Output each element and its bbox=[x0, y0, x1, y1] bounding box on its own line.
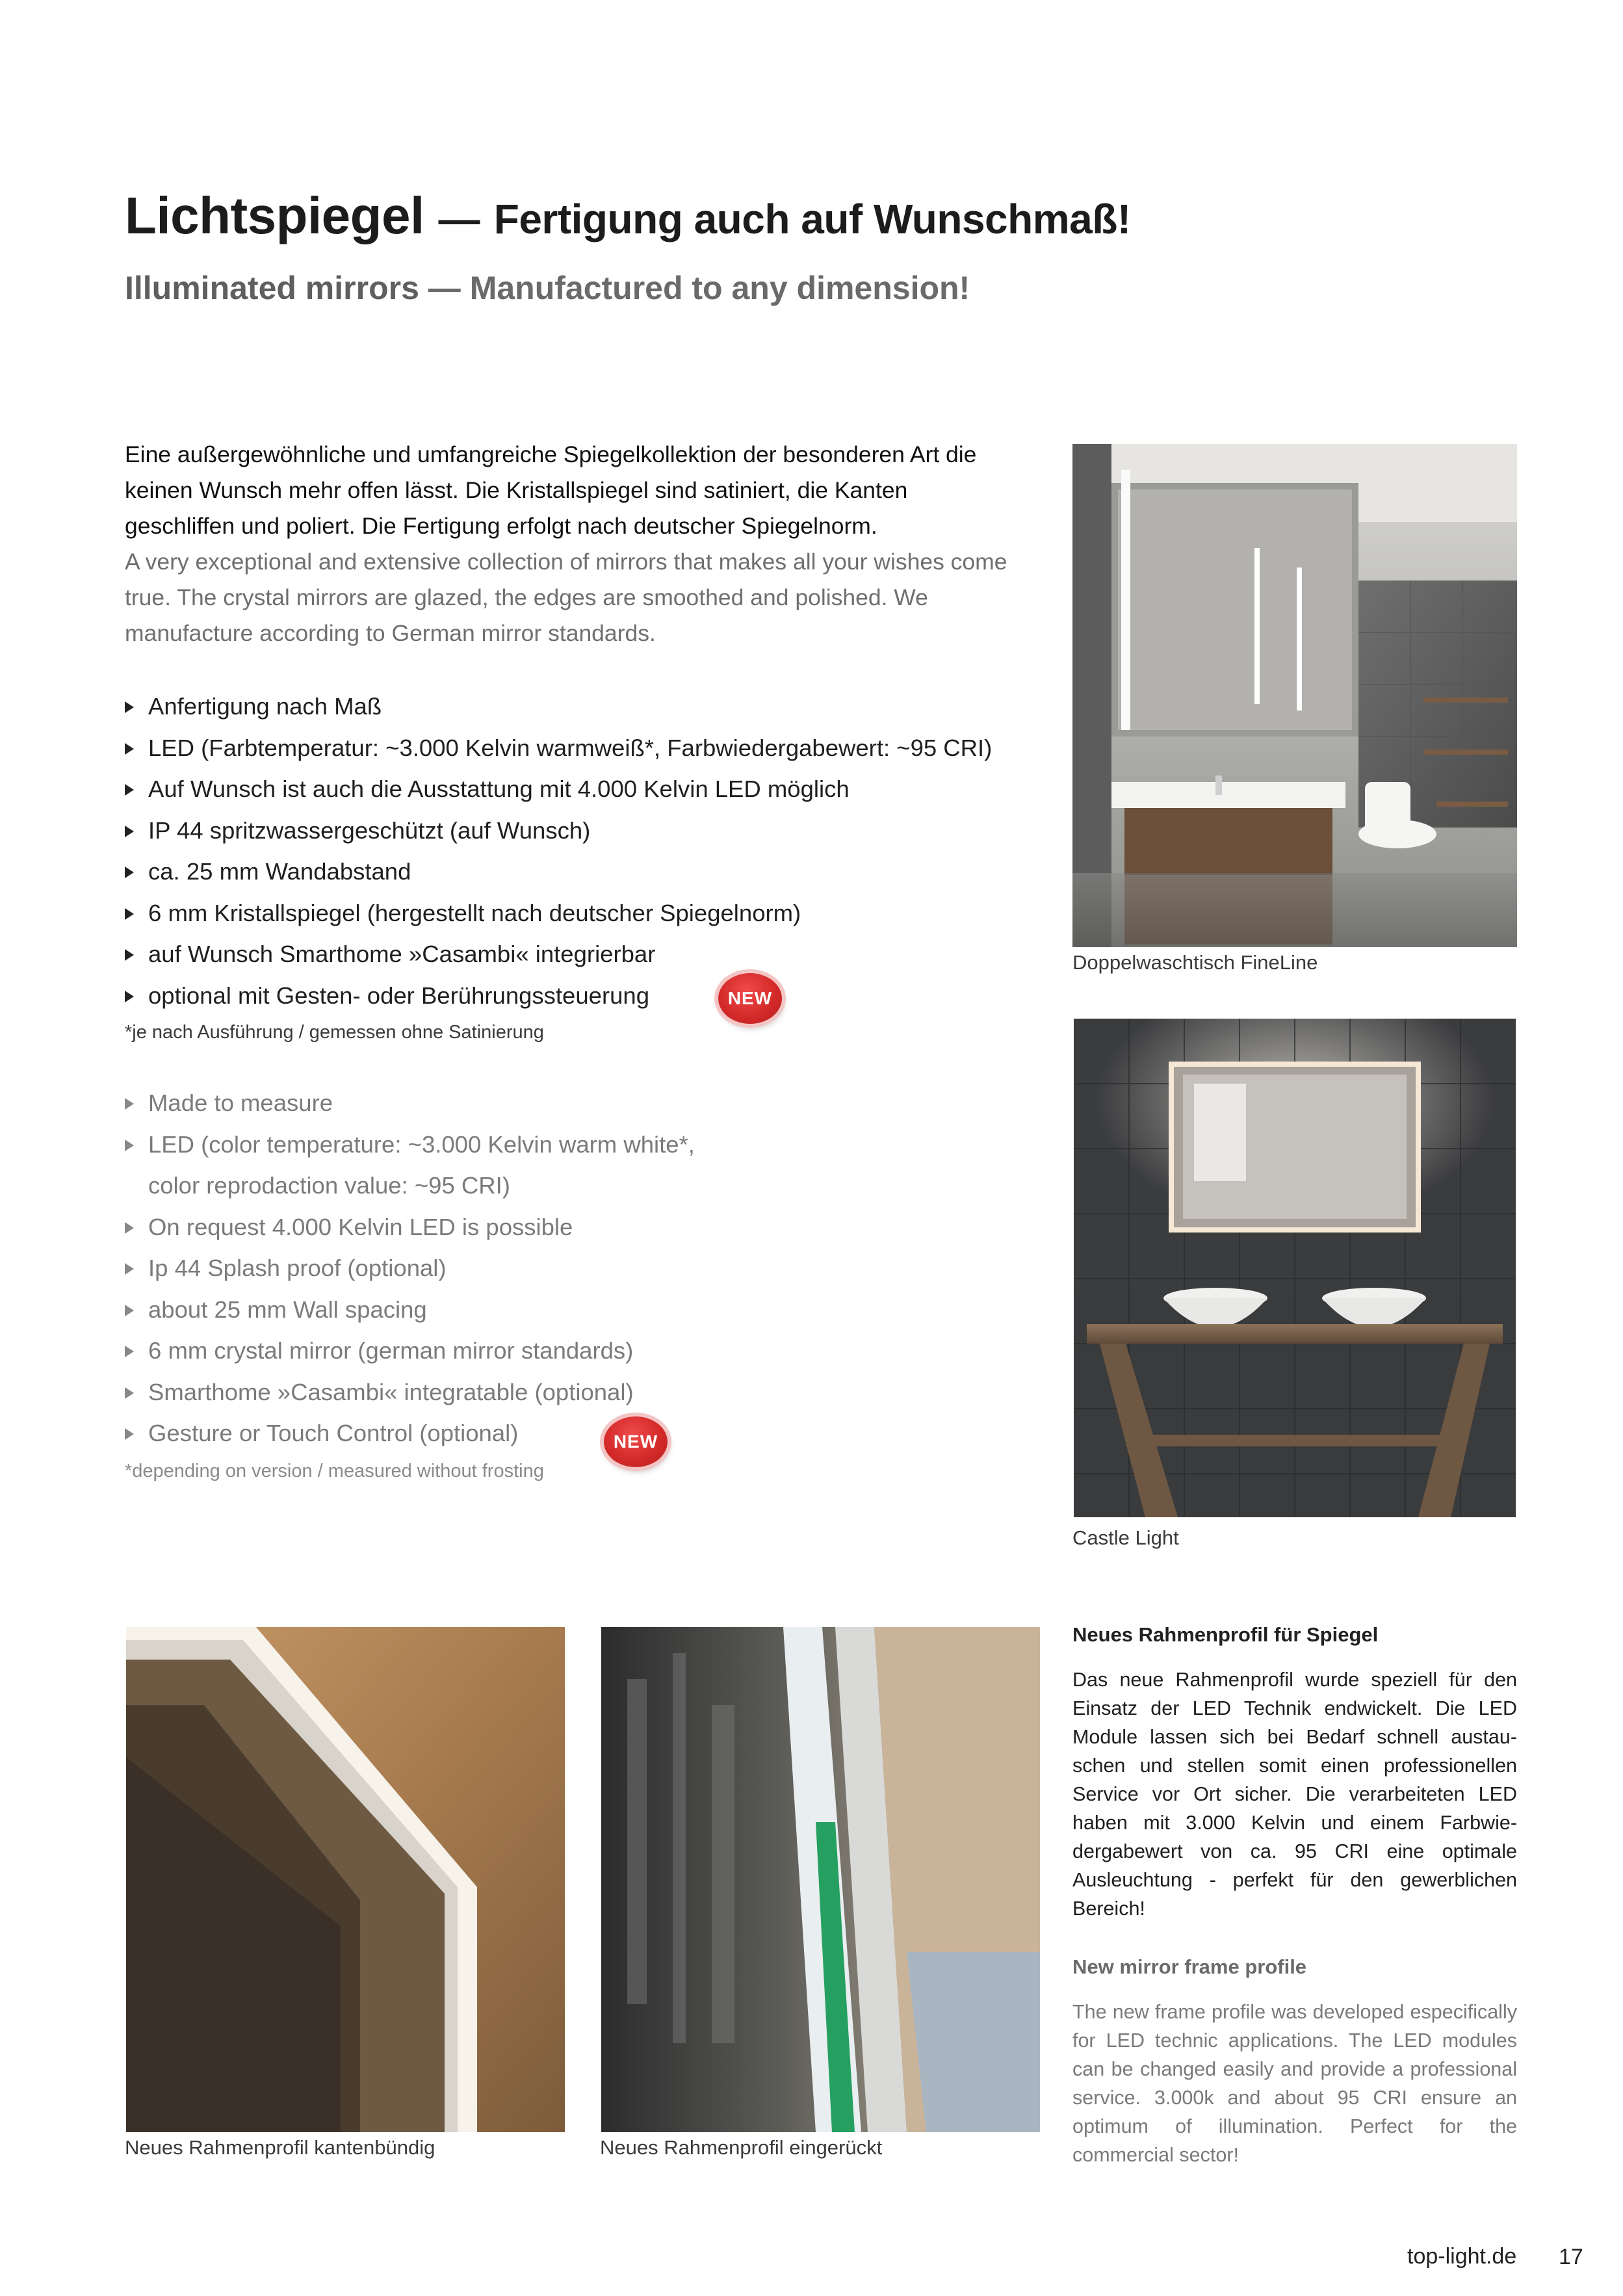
photo-caption: Doppelwaschtisch FineLine bbox=[1072, 951, 1318, 974]
photo-caption: Neues Rahmenprofil kantenbündig bbox=[125, 2136, 435, 2159]
list-item: Made to measure bbox=[125, 1082, 1035, 1124]
list-item: ca. 25 mm Wandabstand bbox=[125, 851, 1035, 893]
list-item: IP 44 spritzwassergeschützt (auf Wunsch) bbox=[125, 810, 1035, 852]
frame-profile-body-de: Das neue Rahmenprofil wurde speziell für den Einsatz der LED Technik endwickelt. Die LED Module lassen sich bei Bedarf schnell austauschen und stellen somit einen professionellen Service vor Ort sicher. Die verarbeiteten LED haben mit 3.000 Kelvin und einem Farbwiedergabewert von ca. 95 CRI eine optimale Ausleuchtung - perfekt für den gewerblichen Bereich! bbox=[1072, 1669, 1517, 1920]
bullet-triangle-icon bbox=[125, 1428, 134, 1440]
title-dash: — bbox=[438, 196, 480, 242]
list-item: On request 4.000 Kelvin LED is possible bbox=[125, 1207, 1035, 1248]
bullet-triangle-icon bbox=[125, 1098, 134, 1110]
list-item: Ip 44 Splash proof (optional) bbox=[125, 1247, 1035, 1289]
page-subtitle bbox=[125, 269, 970, 307]
list-item: Gesture or Touch Control (optional) bbox=[125, 1413, 1035, 1454]
feature-list-en bbox=[125, 1082, 1035, 1454]
list-item: about 25 mm Wall spacing bbox=[125, 1289, 1035, 1331]
bullet-triangle-icon bbox=[125, 1263, 134, 1275]
bullet-triangle-icon bbox=[125, 949, 134, 961]
bullet-triangle-icon bbox=[125, 1387, 134, 1399]
title-sub: Fertigung auch auf Wunschmaß! bbox=[493, 196, 1131, 242]
list-item: 6 mm Kristallspiegel (hergestellt nach deutscher Spiegelnorm) bbox=[125, 893, 1035, 934]
new-badge: NEW bbox=[604, 1416, 668, 1467]
bullet-triangle-icon bbox=[125, 991, 134, 1002]
photo-bathroom-fineline bbox=[1072, 444, 1517, 947]
bullet-triangle-icon bbox=[125, 784, 134, 796]
frame-profile-title-en: New mirror frame profile bbox=[1072, 1955, 1307, 1978]
page-title bbox=[125, 186, 1131, 246]
photo-caption: Castle Light bbox=[1072, 1526, 1179, 1549]
subtitle-main: Illuminated mirrors bbox=[125, 270, 419, 306]
bullet-triangle-icon bbox=[125, 826, 134, 837]
bullet-triangle-icon bbox=[125, 1140, 134, 1151]
bullet-triangle-icon bbox=[125, 867, 134, 878]
bullet-triangle-icon bbox=[125, 1305, 134, 1316]
bullet-triangle-icon bbox=[125, 908, 134, 920]
list-item-continuation: color reprodaction value: ~95 CRI) bbox=[148, 1172, 510, 1199]
feature-list-de bbox=[125, 686, 1035, 1016]
footnote-de: *je nach Ausführung / gemessen ohne Satinierung bbox=[125, 1022, 544, 1043]
list-item: optional mit Gesten- oder Berührungssteuerung bbox=[125, 975, 1035, 1017]
bullet-triangle-icon bbox=[125, 1222, 134, 1234]
bullet-triangle-icon bbox=[125, 743, 134, 755]
list-item: LED (Farbtemperatur: ~3.000 Kelvin warmweiß*, Farbwiedergabewert: ~95 CRI) bbox=[125, 727, 1035, 769]
list-item: auf Wunsch Smarthome »Casambi« integrierbar bbox=[125, 933, 1035, 975]
bullet-triangle-icon bbox=[125, 1346, 134, 1357]
list-item: Anfertigung nach Maß bbox=[125, 686, 1035, 727]
list-item: 6 mm crystal mirror (german mirror standards) bbox=[125, 1330, 1035, 1372]
intro-text-de: Eine außergewöhnliche und umfangreiche Spiegelkollektion der besonderen Art die keinen Wunsch mehr offen lässt. Die Kristallspiegel sind satiniert, die Kanten geschliffen und poliert. Die Fertigung erfolgt nach deutscher Spiegelnorm. bbox=[125, 441, 977, 539]
frame-profile-title-de: Neues Rahmenprofil für Spiegel bbox=[1072, 1623, 1379, 1646]
list-item: LED (color temperature: ~3.000 Kelvin warm white*, bbox=[125, 1124, 1035, 1166]
photo-frame-profile-flush bbox=[126, 1627, 565, 2132]
photo-caption: Neues Rahmenprofil eingerückt bbox=[600, 2136, 883, 2159]
bullet-triangle-icon bbox=[125, 701, 134, 713]
photo-castle-light bbox=[1074, 1019, 1516, 1517]
footnote-en: *depending on version / measured without frosting bbox=[125, 1461, 544, 1481]
title-main: Lichtspiegel bbox=[125, 187, 424, 244]
list-item: Auf Wunsch ist auch die Ausstattung mit 4.000 Kelvin LED möglich bbox=[125, 768, 1035, 810]
photo-frame-profile-recessed bbox=[601, 1627, 1040, 2132]
intro-text-en: A very exceptional and extensive collection of mirrors that makes all your wishes come true. The crystal mirrors are glazed, the edges are smoothed and polished. We manufacture according to German mirror standards. bbox=[125, 549, 1007, 646]
subtitle-rest: — Manufactured to any dimension! bbox=[428, 270, 970, 306]
list-item: Smarthome »Casambi« integratable (optional) bbox=[125, 1372, 1035, 1413]
footer-url: top-light.de bbox=[1407, 2244, 1517, 2269]
page-number: 17 bbox=[1559, 2245, 1583, 2269]
frame-profile-body-en: The new frame profile was developed especifically for LED technic applications. The LED modules can be changed easily and provide a professional service. 3.000k and about 95 CRI ensure an optimum of illumination. Perfect for the commercial sector! bbox=[1072, 2001, 1517, 2166]
new-badge: NEW bbox=[718, 973, 782, 1024]
